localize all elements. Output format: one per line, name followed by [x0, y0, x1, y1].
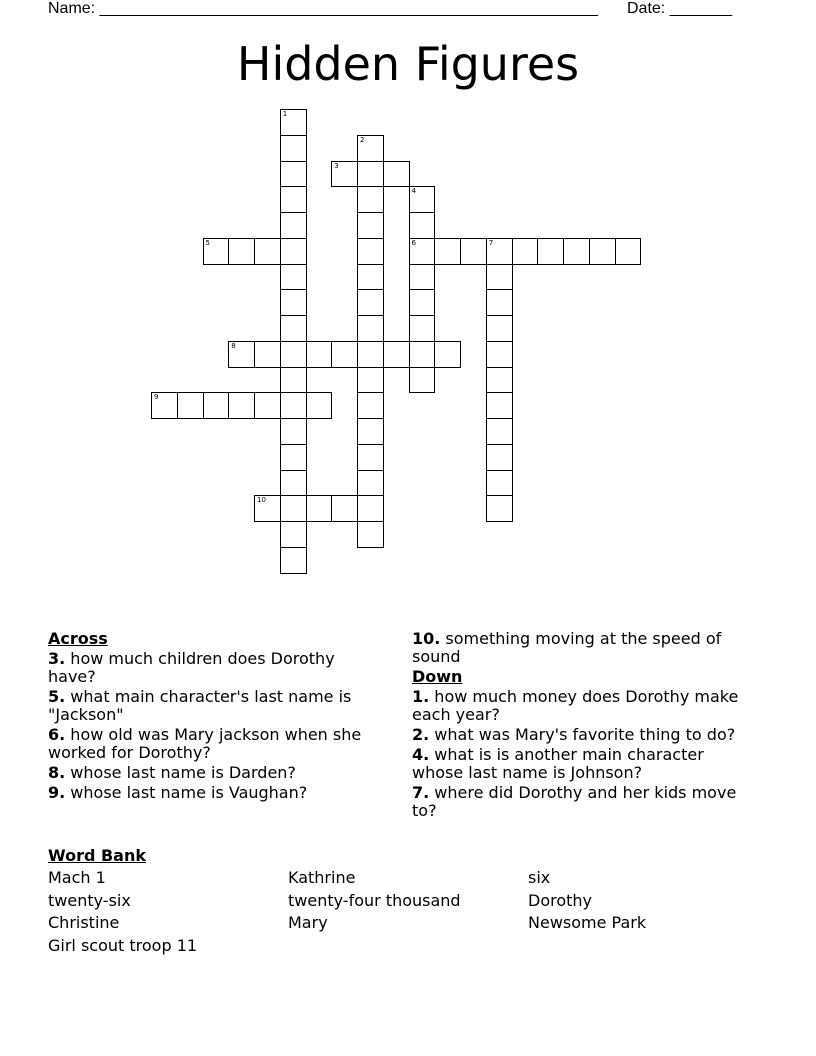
cell-number: 6 — [411, 238, 416, 247]
crossword-cell[interactable] — [357, 392, 384, 419]
crossword-cell[interactable] — [563, 238, 590, 265]
crossword-cell[interactable] — [409, 341, 436, 368]
crossword-cell[interactable] — [383, 341, 410, 368]
crossword-cell[interactable] — [228, 238, 255, 265]
crossword-cell[interactable] — [486, 238, 513, 265]
clue-across-10: 10. something moving at the speed of sound — [412, 629, 722, 666]
crossword-cell[interactable] — [280, 470, 307, 497]
crossword-cell[interactable] — [331, 341, 358, 368]
crossword-cell[interactable] — [357, 186, 384, 213]
crossword-cell[interactable] — [228, 392, 255, 419]
crossword-cell[interactable] — [357, 367, 384, 394]
crossword-cell[interactable] — [280, 135, 307, 162]
crossword-cell[interactable] — [357, 495, 384, 522]
crossword-cell[interactable] — [306, 341, 333, 368]
crossword-cell[interactable] — [589, 238, 616, 265]
crossword-cell[interactable] — [306, 392, 333, 419]
cell-number: 10 — [257, 496, 266, 505]
crossword-cell[interactable] — [280, 444, 307, 471]
word-bank-item: Girl scout troop 11 — [48, 936, 198, 955]
crossword-cell[interactable] — [486, 367, 513, 394]
cell-number: 8 — [231, 341, 236, 350]
crossword-cell[interactable] — [357, 289, 384, 316]
clues-right-column — [412, 630, 757, 822]
crossword-cell[interactable] — [409, 264, 436, 291]
crossword-cell[interactable] — [409, 367, 436, 394]
clue-across-5: 5. what main character's last name is "Jackson" — [48, 687, 352, 724]
crossword-cell[interactable] — [280, 547, 307, 574]
word-bank-item: Newsome Park — [528, 913, 647, 932]
crossword-cell[interactable] — [228, 341, 255, 368]
crossword-cell[interactable] — [409, 315, 436, 342]
word-bank-heading: Word Bank — [48, 846, 147, 865]
cell-number: 7 — [488, 238, 494, 247]
clue-down-7: 7. where did Dorothy and her kids move to? — [412, 783, 737, 820]
crossword-cell[interactable] — [280, 161, 307, 188]
clue-across-3: 3. how much children does Dorothy have? — [48, 649, 335, 686]
name-label: Name: ________________________________________________________ — [48, 0, 598, 17]
crossword-cell[interactable] — [280, 186, 307, 213]
clue-across-8: 8. whose last name is Darden? — [48, 763, 296, 782]
word-bank-item: six — [528, 868, 551, 887]
cell-number: 9 — [154, 393, 159, 402]
crossword-cell[interactable] — [280, 367, 307, 394]
crossword-cell[interactable] — [331, 161, 358, 188]
crossword-cell[interactable] — [357, 212, 384, 239]
clues-left-column — [48, 630, 378, 804]
clue-across-9: 9. whose last name is Vaughan? — [48, 783, 308, 802]
crossword-cell[interactable] — [151, 392, 178, 419]
crossword-cell[interactable] — [357, 341, 384, 368]
word-bank-item: Mary — [288, 913, 328, 932]
crossword-cell[interactable] — [460, 238, 487, 265]
clue-down-1: 1. how much money does Dorothy make each year? — [412, 687, 739, 724]
down-heading: Down — [412, 667, 463, 686]
crossword-cell[interactable] — [357, 135, 384, 162]
cell-number: 1 — [282, 110, 288, 118]
word-bank-item: twenty-four thousand — [288, 891, 461, 910]
crossword-cell[interactable] — [280, 418, 307, 445]
word-bank-item: Christine — [48, 913, 120, 932]
crossword-cell[interactable] — [331, 495, 358, 522]
header — [48, 0, 748, 20]
cell-number: 4 — [411, 187, 416, 196]
crossword-cell[interactable] — [254, 238, 281, 265]
crossword-cell[interactable] — [486, 444, 513, 471]
crossword-cell[interactable] — [537, 238, 564, 265]
crossword-cell[interactable] — [280, 315, 307, 342]
crossword-cell[interactable] — [203, 238, 230, 265]
crossword-cell[interactable] — [280, 495, 307, 522]
crossword-cell[interactable] — [486, 495, 513, 522]
word-bank-item: Kathrine — [288, 868, 356, 887]
crossword-cell[interactable] — [357, 161, 384, 188]
crossword-cell[interactable] — [486, 264, 513, 291]
crossword-cell[interactable] — [280, 109, 307, 136]
crossword-cell[interactable] — [357, 238, 384, 265]
clue-down-4: 4. what is is another main character whose last name is Johnson? — [412, 745, 704, 782]
crossword-cell[interactable] — [486, 470, 513, 497]
crossword-cell[interactable] — [280, 392, 307, 419]
crossword-cell[interactable] — [486, 289, 513, 316]
word-bank — [48, 846, 768, 955]
crossword-cell[interactable] — [486, 315, 513, 342]
crossword-cell[interactable] — [434, 341, 461, 368]
word-bank-item: Mach 1 — [48, 868, 106, 887]
crossword-cell[interactable] — [357, 315, 384, 342]
word-bank-item: twenty-six — [48, 891, 131, 910]
word-bank-item: Dorothy — [528, 891, 593, 910]
cell-number: 5 — [205, 238, 210, 247]
crossword-cell[interactable] — [306, 495, 333, 522]
crossword-cell[interactable] — [409, 212, 436, 239]
crossword-cell[interactable] — [357, 418, 384, 445]
crossword-cell[interactable] — [409, 238, 436, 265]
crossword-cell[interactable] — [254, 341, 281, 368]
crossword-cell[interactable] — [254, 392, 281, 419]
crossword-cell[interactable] — [357, 521, 384, 548]
crossword-cell[interactable] — [486, 392, 513, 419]
crossword-cell[interactable] — [280, 521, 307, 548]
crossword-cell[interactable] — [434, 238, 461, 265]
crossword-cell[interactable] — [280, 341, 307, 368]
crossword-cell[interactable] — [254, 495, 281, 522]
crossword-cell[interactable] — [409, 289, 436, 316]
crossword-cell[interactable] — [486, 418, 513, 445]
crossword-cell[interactable] — [280, 264, 307, 291]
page-title: Hidden Figures — [236, 37, 580, 91]
crossword-cell[interactable] — [486, 341, 513, 368]
clue-down-2: 2. what was Mary's favorite thing to do? — [412, 725, 736, 744]
crossword-cell[interactable] — [357, 264, 384, 291]
cell-number: 3 — [334, 161, 339, 170]
across-heading: Across — [48, 629, 108, 648]
crossword-cell[interactable] — [203, 392, 230, 419]
crossword-cell[interactable] — [280, 289, 307, 316]
crossword-cell[interactable] — [280, 212, 307, 239]
crossword-cell[interactable] — [357, 470, 384, 497]
clue-across-6: 6. how old was Mary jackson when she worked for Dorothy? — [48, 725, 362, 762]
crossword-cell[interactable] — [512, 238, 539, 265]
crossword-cell[interactable] — [409, 186, 436, 213]
crossword-cell[interactable] — [177, 392, 204, 419]
crossword-cell[interactable] — [357, 444, 384, 471]
crossword-cell[interactable] — [383, 161, 410, 188]
date-label: Date: _______ — [627, 0, 732, 17]
crossword-cell[interactable] — [615, 238, 642, 265]
cell-number: 2 — [360, 135, 365, 144]
crossword-cell[interactable] — [280, 238, 307, 265]
